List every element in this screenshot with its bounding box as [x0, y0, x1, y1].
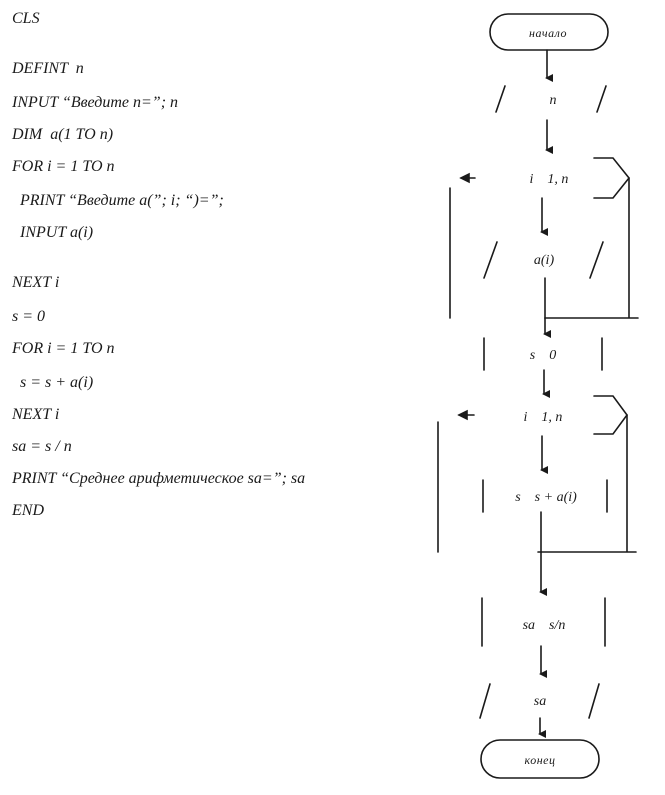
code-line-dim: DIM a(1 TO n) [12, 126, 114, 143]
start-label: начало [529, 26, 567, 40]
code-line-accumulate: s = s + a(i) [12, 374, 94, 391]
loop2-return-arrow [459, 411, 467, 419]
loop2-label: i 1, n [523, 410, 563, 425]
compute-sa-label: sa s/n [522, 618, 566, 633]
assign-s-label: s 0 [529, 348, 557, 363]
code-line-s-init: s = 0 [12, 308, 46, 325]
end-label: конец [524, 753, 556, 767]
input-n-label: n [549, 93, 557, 108]
loop1-frame [450, 178, 638, 318]
code-line-print-result: PRINT “Среднее арифметическое sa=”; sa [12, 470, 306, 487]
code-line-for-1: FOR i = 1 TO n [12, 158, 115, 175]
code-line-defint: DEFINT n [12, 60, 84, 77]
output-sa-label: sa [533, 694, 547, 709]
code-line-print-prompt: PRINT “Введите a(”; i; “)=”; [12, 192, 224, 209]
code-line-next-1: NEXT i [12, 274, 60, 291]
loop1-label: i 1, n [529, 172, 569, 187]
code-line-cls: CLS [12, 10, 40, 27]
code-line-end: END [12, 502, 44, 519]
accumulate-label: s s + a(i) [515, 490, 577, 505]
input-ai-label: a(i) [533, 253, 555, 268]
loop1-return-arrow [461, 174, 469, 182]
code-line-next-2: NEXT i [12, 406, 60, 423]
code-line-input-n: INPUT “Введите n=”; n [12, 94, 179, 111]
code-line-for-2: FOR i = 1 TO n [12, 340, 115, 357]
code-line-input-ai: INPUT a(i) [12, 224, 94, 241]
code-line-average: sa = s / n [12, 438, 72, 455]
